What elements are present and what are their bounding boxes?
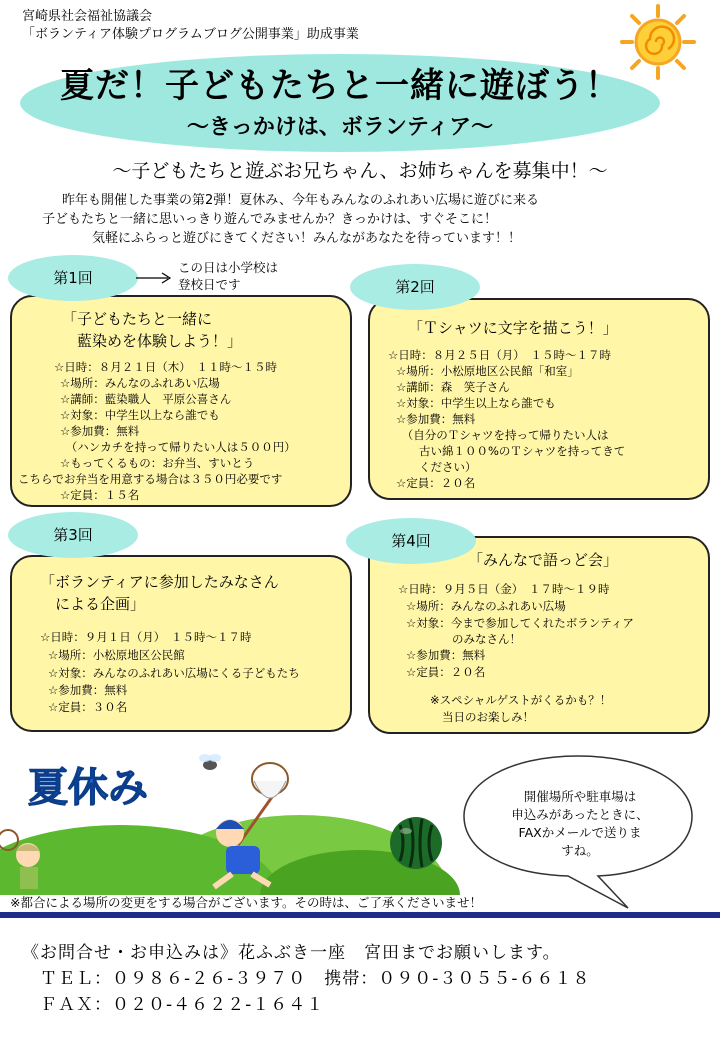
- session-1-detail: （ハンカチを持って帰りたい人は５００円）: [60, 440, 296, 454]
- session-3-detail: ☆対象：みんなのふれあい広場にくる子どもたち: [48, 666, 300, 680]
- bubble-line-2: 申込みがあったときに、: [511, 807, 649, 822]
- session-3-detail: ☆参加費：無料: [48, 683, 128, 697]
- intro-line-3: 気軽にふらっと遊びにきてください！みんながあなたを待っています！！: [92, 231, 522, 246]
- session-4-detail: のみなさん！: [406, 632, 521, 646]
- session-4-detail: ☆対象：今まで参加してくれたボランティア: [406, 616, 634, 630]
- session-4-detail: ☆定員：２０名: [406, 665, 486, 679]
- session-2-detail: ください）: [396, 460, 477, 474]
- session-1-title-line-2: 藍染めを体験しよう！」: [62, 332, 243, 350]
- session-4-title: 「みんなで語っど会」: [468, 551, 619, 569]
- intro-line-1: 昨年も開催した事業の第2弾！夏休み、今年もみんなのふれあい広場に遊びに来る: [62, 193, 540, 208]
- org-name: 宮崎県社会福祉協議会: [22, 9, 153, 24]
- contact-fax: ＦＡＸ：０２０-４６２２-１６４１: [22, 995, 325, 1015]
- session-3-title-line-1: 「ボランティアに参加したみなさん: [40, 573, 279, 591]
- recruit-headline: ～子どもたちと遊ぶお兄ちゃん、お姉ちゃんを募集中！～: [112, 160, 608, 182]
- session-1-title-line-1: 「子どもたちと一緒に: [62, 310, 213, 328]
- session-4-label: 第4回: [346, 518, 476, 564]
- session-2-detail: ☆日時：８月２５日（月） １５時～１７時: [388, 348, 612, 362]
- session-4-detail: ☆日時：９月５日（金） １７時～１９時: [398, 582, 610, 596]
- session-4-detail: ☆場所：みんなのふれあい広場: [406, 599, 566, 613]
- session-2-detail: 古い綿１００%のＴシャツを持ってきて: [396, 444, 626, 458]
- arrow-icon: [136, 270, 176, 286]
- session-1-label: 第1回: [8, 255, 138, 301]
- summer-vacation-text: 夏休み: [28, 765, 148, 811]
- intro-line-2: 子どもたちと一緒に思いっきり遊んでみませんか？きっかけは、すぐそこに！: [42, 212, 498, 227]
- session-2-detail: ☆対象：中学生以上なら誰でも: [396, 396, 556, 410]
- session-1-detail: ☆定員：１５名: [60, 488, 140, 502]
- session-1-note-line-1: この日は小学校は: [178, 260, 279, 275]
- bubble-line-3: FAXかメールで送りま: [518, 825, 642, 840]
- session-4-detail: ☆参加費：無料: [406, 648, 486, 662]
- session-1-detail: ☆参加費：無料: [60, 424, 140, 438]
- session-1-detail: ☆対象：中学生以上なら誰でも: [60, 408, 220, 422]
- session-2-detail: ☆参加費：無料: [396, 412, 476, 426]
- bubble-line-1: 開催場所や駐車場は: [523, 789, 637, 804]
- project-name: 「ボランティア体験プログラムブログ公開事業」助成事業: [22, 27, 359, 42]
- session-2-detail: ☆講師：森 笑子さん: [396, 380, 510, 394]
- bubble-line-4: すね。: [561, 843, 599, 858]
- main-title: 夏だ！子どもたちと一緒に遊ぼう！: [60, 66, 620, 106]
- session-1-detail: こちらでお弁当を用意する場合は３５０円必要です: [18, 472, 283, 486]
- session-4-special-line-1: ※スペシャルゲストがくるかも？！: [430, 693, 612, 707]
- session-2-title: 「Ｔシャツに文字を描こう！」: [408, 319, 618, 337]
- session-3-title-line-2: による企画」: [40, 595, 146, 613]
- session-1-note-line-2: 登校日です: [178, 277, 241, 292]
- session-2-detail: ☆定員：２０名: [396, 476, 476, 490]
- contact-phone: ＴＥＬ：０９８６-２６-３９７０ 携帯：０９０-３０５５-６６１８: [22, 969, 591, 989]
- session-4-special-line-2: 当日のお楽しみ！: [442, 710, 534, 724]
- session-1-detail: ☆講師：藍染職人 平原公喜さん: [60, 392, 232, 406]
- session-1-detail: ☆もってくるもの：お弁当、すいとう: [60, 456, 255, 470]
- session-3-detail: ☆定員：３０名: [48, 700, 128, 714]
- session-1-detail: ☆日時：８月２１日（木） １１時～１５時: [54, 360, 278, 374]
- session-2-detail: ☆場所：小松原地区公民館「和室」: [396, 364, 579, 378]
- session-2-detail: （自分のＴシャツを持って帰りたい人は: [396, 428, 609, 442]
- session-1-detail: ☆場所：みんなのふれあい広場: [60, 376, 220, 390]
- watermelon-icon: [388, 815, 444, 871]
- session-3-detail: ☆日時：９月１日（月） １５時～１７時: [40, 630, 252, 644]
- contact-line-1: 《お問合せ・お申込みは》花ふぶき一座 宮田までお願いします。: [22, 943, 561, 963]
- subtitle: ～きっかけは、ボランティア～: [186, 115, 494, 140]
- session-3-label: 第3回: [8, 512, 138, 558]
- venue-change-notice: ※都合による場所の変更をする場合がございます。その時は、ご了承くださいませ！: [10, 895, 482, 910]
- session-3-detail: ☆場所：小松原地区公民館: [48, 648, 185, 662]
- session-2-label: 第2回: [350, 264, 480, 310]
- footer-divider: [0, 912, 720, 918]
